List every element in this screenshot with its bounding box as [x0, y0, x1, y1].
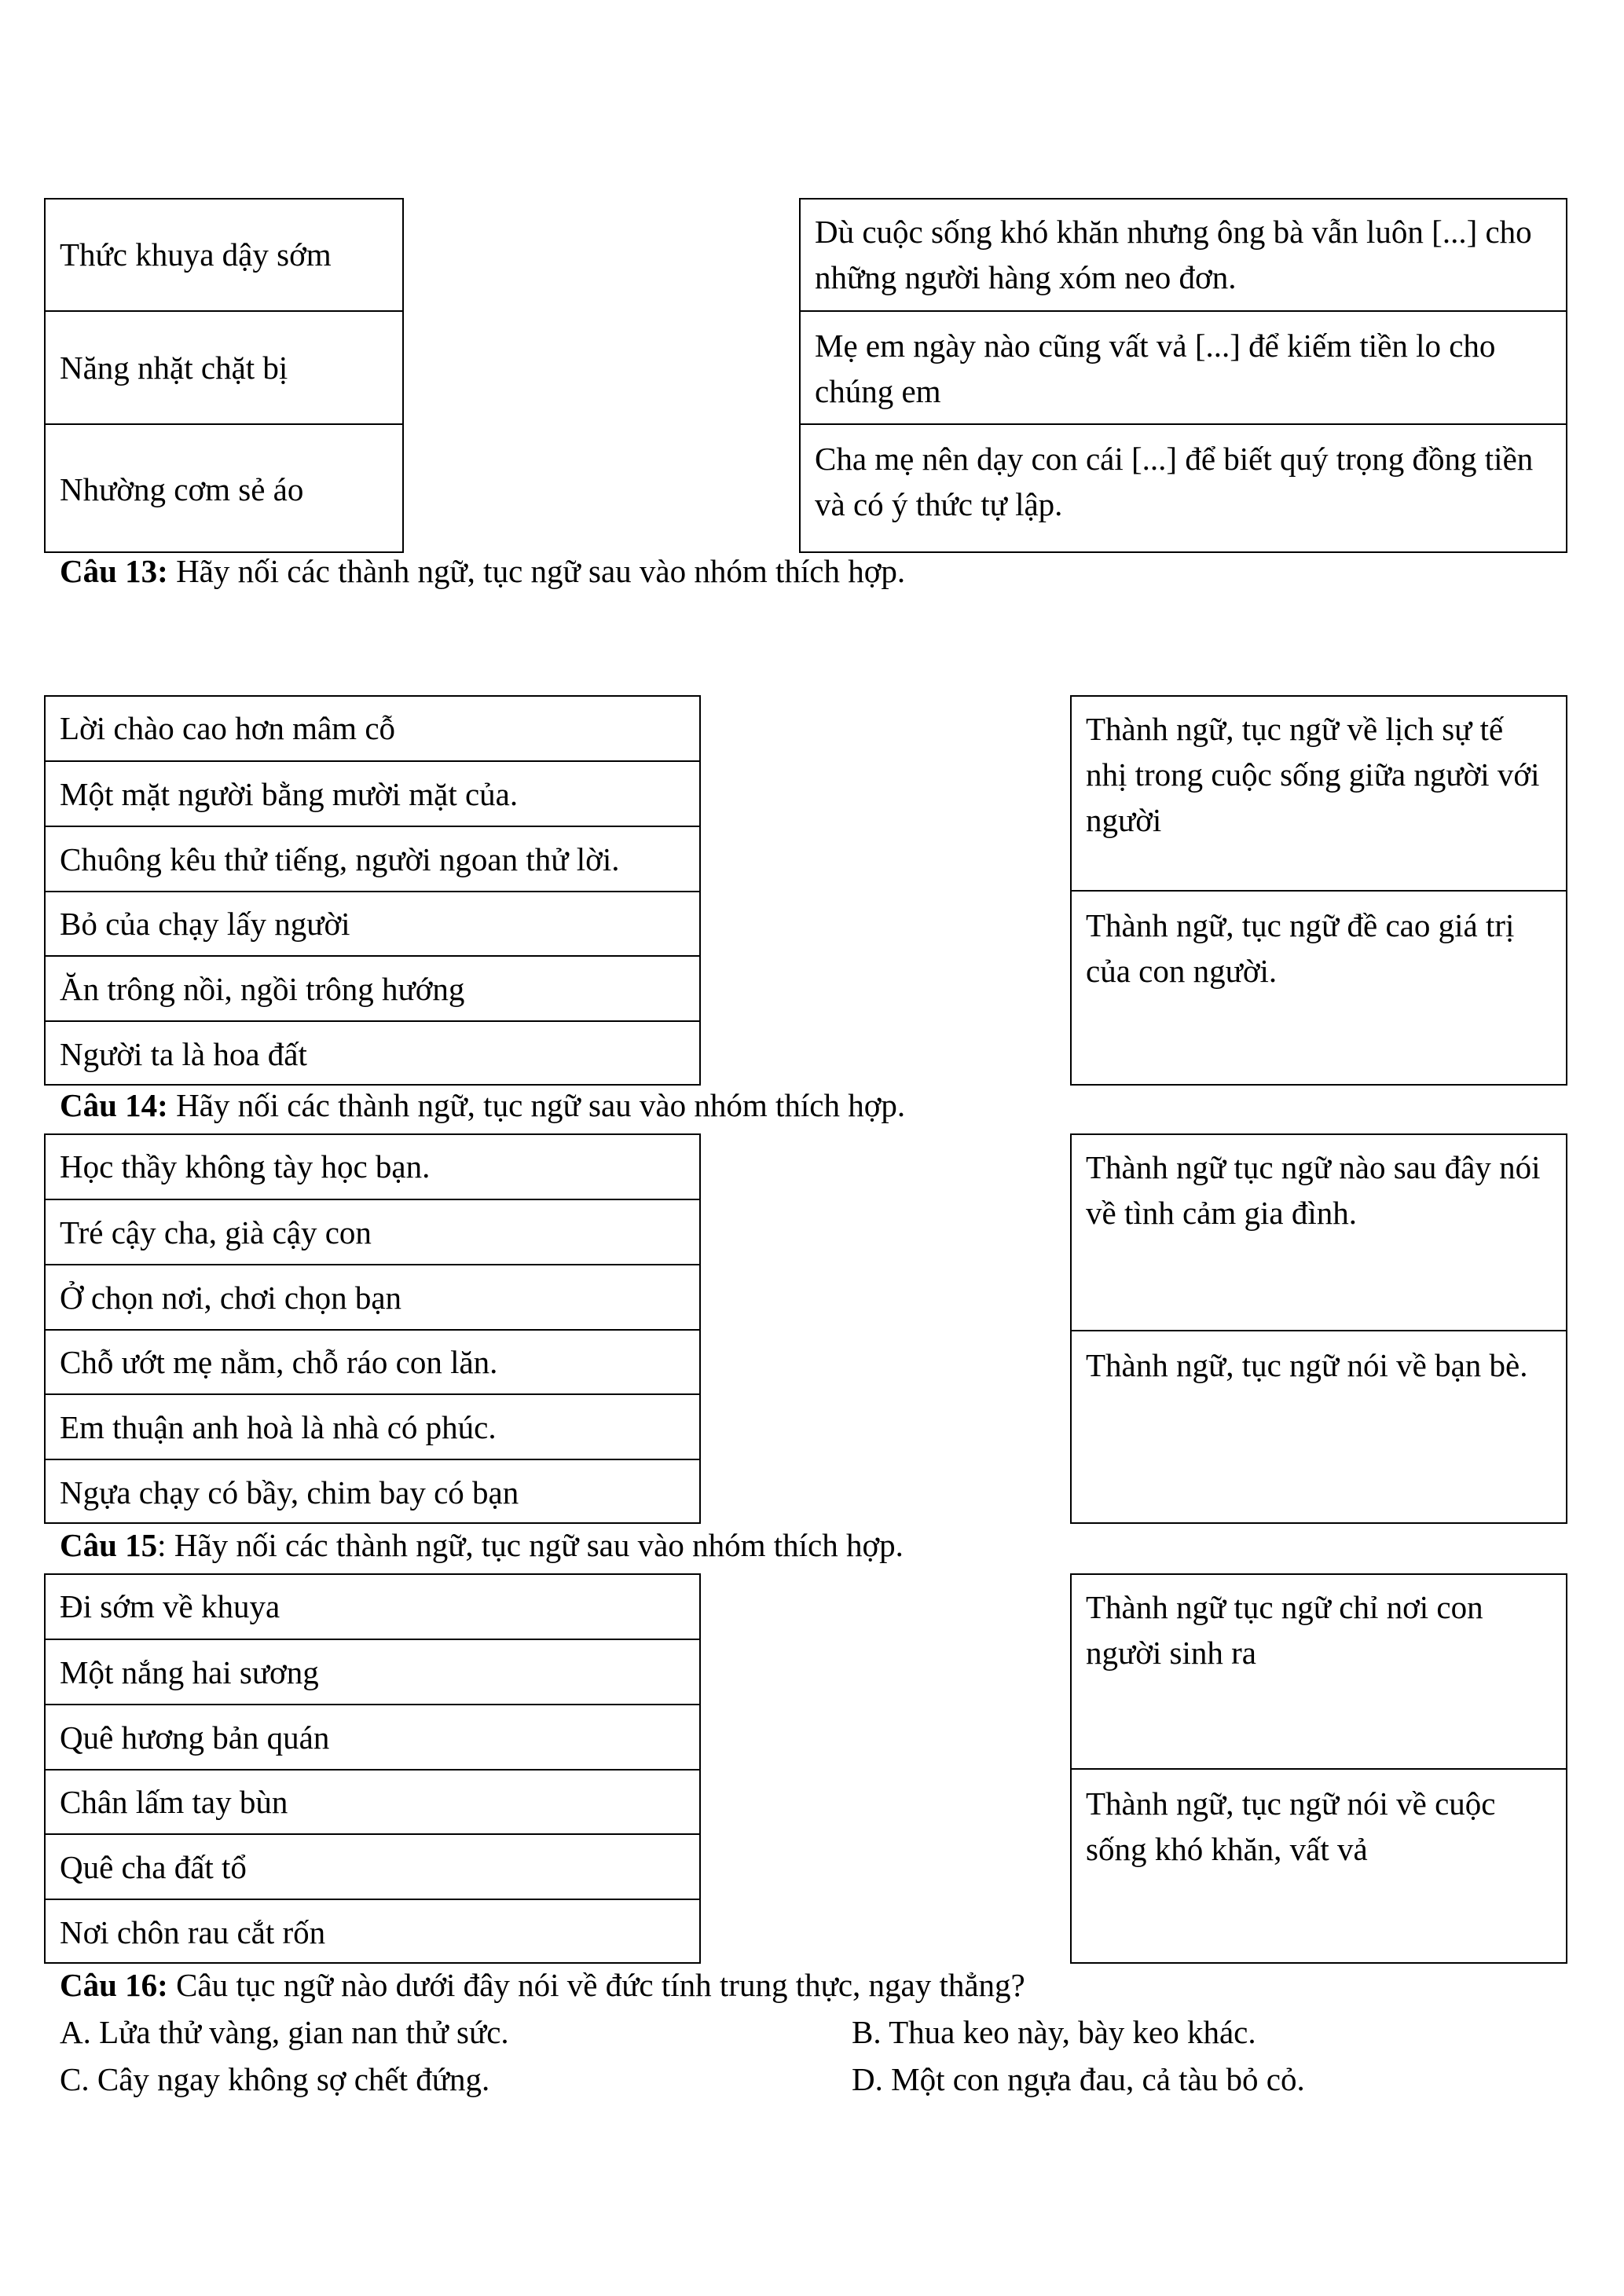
q13-label: Câu 13: [60, 553, 168, 589]
q13-right-table [1070, 695, 1567, 1086]
table-cell: Chuông kêu thử tiếng, người ngoan thử lời. [46, 826, 699, 891]
q16-text: Câu tục ngữ nào dưới đây nói về đức tính trung thực, ngay thẳng? [167, 1967, 1025, 2003]
q14-label: Câu 14: [60, 1087, 168, 1123]
q14-heading [60, 1086, 905, 1124]
table-cell: Nơi chôn rau cắt rốn [46, 1899, 699, 1964]
q15-right-table [1070, 1573, 1567, 1964]
q15-heading [60, 1526, 904, 1564]
q12-left-table [44, 198, 404, 553]
table-cell: Dù cuộc sống khó khăn nhưng ông bà vẫn luôn [...] cho những người hàng xóm neo đơn. [815, 214, 1532, 295]
q16-label: Câu 16: [60, 1967, 168, 2003]
table-cell: Tré cậy cha, già cậy con [46, 1199, 699, 1264]
q13-text: Hãy nối các thành ngữ, tục ngữ sau vào nhóm thích hợp. [167, 553, 906, 589]
table-cell: Thành ngữ tục ngữ chỉ nơi con người sinh ra [1086, 1589, 1483, 1671]
q16-option-a: A. Lửa thử vàng, gian nan thử sức. [60, 2014, 509, 2050]
table-cell: Một mặt người bằng mười mặt của. [46, 760, 699, 826]
q16-option-b: B. Thua keo này, bày keo khác. [852, 2014, 1256, 2050]
q16-heading [60, 1966, 1025, 2004]
table-cell: Quê hương bản quán [46, 1704, 699, 1769]
table-cell: Người ta là hoa đất [46, 1020, 699, 1086]
table-cell: Em thuận anh hoà là nhà có phúc. [46, 1393, 699, 1459]
q15-label: Câu 15 [60, 1527, 158, 1563]
table-cell: Ở chọn nơi, chơi chọn bạn [46, 1264, 699, 1329]
table-cell: Thành ngữ, tục ngữ đề cao giá trị của con người. [1072, 890, 1566, 1086]
table-cell: Quê cha đất tổ [46, 1833, 699, 1899]
q14-text: Hãy nối các thành ngữ, tục ngữ sau vào nhóm thích hợp. [167, 1087, 906, 1123]
q12-right-table [799, 198, 1567, 553]
q16-option-d: D. Một con ngựa đau, cả tàu bỏ cỏ. [852, 2061, 1305, 2097]
table-cell: Nhường cơm sẻ áo [46, 423, 402, 553]
q15-left-table [44, 1573, 701, 1964]
q16-option-c: C. Cây ngay không sợ chết đứng. [60, 2061, 490, 2097]
table-cell: Thành ngữ, tục ngữ nói về bạn bè. [1072, 1330, 1566, 1524]
q13-left-table [44, 695, 701, 1086]
table-cell: Chỗ ướt mẹ nằm, chỗ ráo con lăn. [46, 1329, 699, 1393]
table-cell: Một nắng hai sương [46, 1639, 699, 1704]
table-cell: Thành ngữ, tục ngữ nói về cuộc sống khó khăn, vất vả [1072, 1768, 1566, 1964]
table-cell: Mẹ em ngày nào cũng vất vả [...] để kiếm tiền lo cho chúng em [801, 310, 1566, 423]
table-cell: Thức khuya dậy sớm [60, 236, 332, 273]
table-cell: Ăn trông nồi, ngồi trông hướng [46, 955, 699, 1020]
table-cell: Lời chào cao hơn mâm cỗ [60, 709, 396, 746]
table-cell: Thành ngữ tục ngữ nào sau đây nói về tình cảm gia đình. [1086, 1149, 1541, 1231]
table-cell: Học thầy không tày học bạn. [60, 1148, 431, 1185]
q14-left-table [44, 1133, 701, 1524]
q13-heading [60, 552, 905, 590]
table-cell: Bỏ của chạy lấy người [46, 891, 699, 955]
table-cell: Năng nhặt chặt bị [46, 310, 402, 423]
table-cell: Ngựa chạy có bầy, chim bay có bạn [46, 1459, 699, 1524]
table-cell: Chân lấm tay bùn [46, 1769, 699, 1833]
table-cell: Cha mẹ nên dạy con cái [...] để biết quý trọng đồng tiền và có ý thức tự lập. [801, 423, 1566, 553]
table-cell: Đi sớm về khuya [60, 1587, 280, 1624]
table-cell: Thành ngữ, tục ngữ về lịch sự tế nhị trong cuộc sống giữa người với người [1086, 711, 1540, 838]
q14-right-table [1070, 1133, 1567, 1524]
q15-text: : Hãy nối các thành ngữ, tục ngữ sau vào nhóm thích hợp. [157, 1527, 904, 1563]
